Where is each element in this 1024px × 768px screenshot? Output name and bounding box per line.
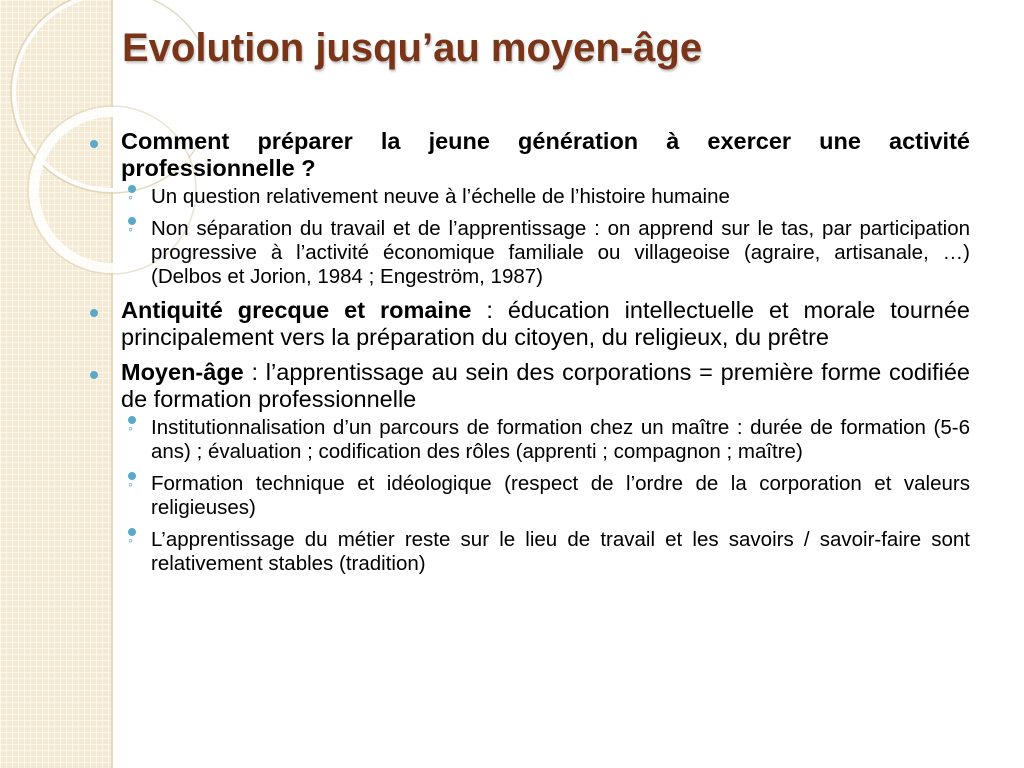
bullet-item (90, 297, 970, 351)
bullet-text (121, 359, 970, 412)
bullet-dot-icon (90, 309, 98, 317)
sub-bullet-item (121, 185, 970, 209)
sub-bullet-item (121, 472, 970, 520)
sub-bullet-list (121, 185, 970, 289)
sub-bullet-ring-icon: ◦ (128, 528, 136, 536)
sub-bullet-ring-icon: ◦ (128, 416, 136, 424)
bullet-list (90, 128, 970, 576)
bullet-bold-text: Moyen-âge (121, 359, 244, 385)
bullet-dot-icon (90, 371, 98, 379)
bullet-item (90, 359, 970, 576)
sub-bullet-item (121, 528, 970, 576)
bullet-text (121, 297, 970, 350)
sub-bullet-item (121, 416, 970, 464)
sub-bullet-list (121, 416, 970, 576)
slide-title: Evolution jusqu’au moyen-âge (122, 26, 703, 70)
sub-bullet-ring-icon: ◦ (128, 185, 136, 193)
bullet-dot-icon (90, 140, 98, 148)
sub-bullet-item (121, 217, 970, 289)
sub-bullet-ring-icon: ◦ (128, 472, 136, 480)
sub-bullet-text: Non séparation du travail et de l’apprentissage : on apprend sur le tas, par participation progressive à l’activité économique familiale ou villageoise (agraire, artisanale, …) (Delbos et Jorion, 1984 ; Engeström, 1987) (151, 217, 970, 288)
sub-bullet-text: Institutionnalisation d’un parcours de formation chez un maître : durée de formation (5-6 ans) ; évaluation ; codification des rôles (apprenti ; compagnon ; maître) (151, 416, 970, 463)
sub-bullet-text: Formation technique et idéologique (respect de l’ordre de la corporation et valeurs religieuses) (151, 472, 970, 519)
sub-bullet-ring-icon: ◦ (128, 217, 136, 225)
bullet-item (90, 128, 970, 289)
bullet-plain-text: : l’apprentissage au sein des corporations = première forme codifiée de formation professionnelle (121, 359, 970, 412)
bullet-bold-text: Antiquité grecque et romaine (121, 297, 472, 323)
sub-bullet-text: L’apprentissage du métier reste sur le lieu de travail et les savoirs / savoir-faire sont relativement stables (tradition) (151, 528, 970, 575)
bullet-bold-text: Comment préparer la jeune génération à exercer une activité professionnelle ? (121, 128, 970, 181)
slide-body (90, 128, 970, 584)
bullet-text (121, 128, 970, 181)
sub-bullet-text: Un question relativement neuve à l’échelle de l’histoire humaine (151, 185, 730, 208)
bullet-plain-text: : éducation intellectuelle et morale tournée principalement vers la préparation du citoyen, du religieux, du prêtre (121, 297, 970, 350)
